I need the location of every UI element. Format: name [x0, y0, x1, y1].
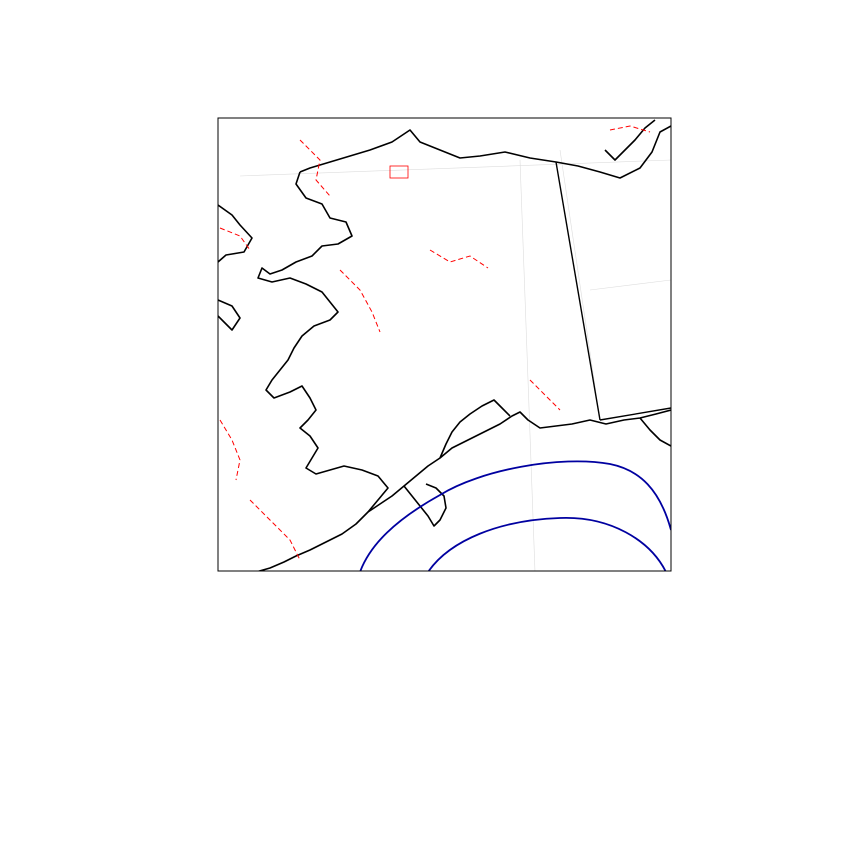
graticule: [240, 150, 671, 572]
height-contours: [360, 461, 671, 572]
border-lines: [556, 162, 671, 420]
coastline: [218, 120, 671, 572]
temperature-contours: [220, 126, 650, 560]
temp-label-box: [390, 166, 408, 178]
